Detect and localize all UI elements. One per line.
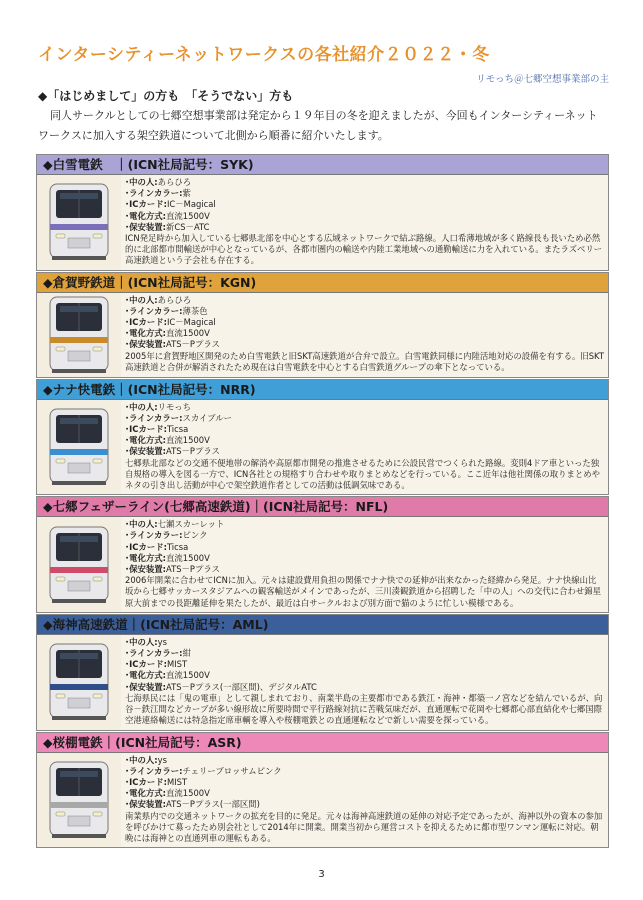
company-description: 南業県内での交通ネットワークの拡充を目的に発足。元々は海神高速鉄道の延伸の対応予定であったが、海神以外の資本の参加を呼びかけて募ったため別会社として2014年に開業。開業当初から運営コストを抑えるために都市型ワンマン運転に対応。朝晩には海神との直通列車の運転もある。 <box>125 810 603 843</box>
company-card <box>36 496 609 613</box>
info-key: ･中の人: <box>125 401 158 412</box>
intro-text: 同人サークルとしての七郷空想事業部は発定から１９年目の冬を迎えましたが、今回もインターシティーネットワークスに加入する架空鉄道について北側から順番に紹介いたします。 <box>38 109 598 142</box>
info-value: 直流1500V <box>166 435 210 446</box>
info-value: 新CS－ATC <box>166 221 210 232</box>
company-info <box>121 293 608 377</box>
company-card <box>36 379 609 496</box>
company-card <box>36 614 609 731</box>
info-value: あらひろ <box>157 177 192 187</box>
info-value: 直流1500V <box>166 552 210 563</box>
company-card <box>36 154 609 271</box>
info-key: ･保安装置: <box>125 564 167 575</box>
info-row <box>125 542 604 553</box>
info-key: ･ラインカラー: <box>125 412 183 423</box>
info-row <box>125 799 604 810</box>
info-key: ･保安装置: <box>125 799 167 810</box>
company-info <box>121 400 608 495</box>
info-row <box>125 446 604 457</box>
info-key: ･電化方式: <box>125 670 167 681</box>
info-value: 直流1500V <box>166 210 210 221</box>
train-image <box>37 517 121 612</box>
info-row <box>125 637 604 648</box>
info-value: 紺 <box>182 648 191 659</box>
company-body <box>37 634 608 730</box>
info-row <box>125 328 604 339</box>
company-description: 七海県民には「鬼の電車」として親しまれており、南業半島の主要都市である鉄江・海神・都築一ノ宮などを結んでいるが、向谷－鉄江間などカーブが多い線形故に所要時間で平行路線対抗に苦戦気味だが、直通運転で花岡や七郷都心部直結化や七郷国際空港連絡輸送には特急指定席車輌を導入や桜棚電鉄との直通運転などで新しい需要を探っている。 <box>125 692 603 726</box>
info-key: ･ICカード: <box>125 424 167 435</box>
company-header: ◆七郷フェザーライン(七郷高速鉄道)｜(ICN社局記号：NFL) <box>37 497 608 516</box>
info-value: Ticsa <box>166 424 189 435</box>
info-row <box>125 339 604 350</box>
company-description: 2006年開業に合わせてICNに加入。元々は建設費用負担の関係でナナ快での延伸が出来なかった経緯から発足。ナナ快線山比坂から七郷サッカースタジアムへの観客輸送がメインであったが、三川湊観鉄道から招聘した「中の人」への交代に合わせ錦星原大前までの長距離延伸を果たしたが、最近は白サークルおよび別方面で猫のように忙しい模様である。 <box>125 575 601 608</box>
page-title: インターシティーネットワークスの各社紹介２０２２・冬 <box>38 45 490 65</box>
company-body <box>37 752 608 848</box>
info-value: ピンク <box>182 530 208 541</box>
info-row <box>125 188 604 199</box>
info-value: ATS－Pプラス <box>166 446 220 457</box>
company-header: ◆倉賀野鉄道｜(ICN社局記号：KGN) <box>37 273 608 292</box>
info-row <box>125 659 604 670</box>
info-value: 七瀬スカーレット <box>157 519 225 530</box>
info-row <box>125 564 604 575</box>
info-value: あらひろ <box>157 294 192 305</box>
company-header: ◆ナナ快電鉄｜(ICN社局記号：NRR) <box>37 380 608 399</box>
info-value: IC－Magical <box>166 317 216 328</box>
info-key: ･ICカード: <box>125 317 167 328</box>
info-value: 紫 <box>182 188 191 199</box>
info-value: 直流1500V <box>166 328 210 339</box>
company-header: ◆桜棚電鉄｜(ICN社局記号：ASR) <box>37 733 608 752</box>
company-card <box>36 732 609 849</box>
company-body <box>37 399 608 495</box>
info-row <box>125 670 604 681</box>
train-image <box>37 400 121 495</box>
company-body <box>37 516 608 612</box>
info-key: ･電化方式: <box>125 328 167 339</box>
author-credit: リモっち＠七郷空想事業部の主 <box>476 74 609 85</box>
info-value: ATS－Pプラス <box>166 339 220 350</box>
info-value: スカイブルー <box>182 412 232 423</box>
info-key: ･電化方式: <box>125 435 167 446</box>
info-row <box>125 317 604 328</box>
info-key: ･ラインカラー: <box>125 188 183 199</box>
train-image <box>37 175 121 270</box>
info-value: ys <box>157 754 167 765</box>
page-number: 3 <box>318 869 325 880</box>
info-row <box>125 755 604 766</box>
info-row <box>125 402 604 413</box>
info-row <box>125 295 604 306</box>
company-header: ◆白雪電鉄 ｜(ICN社局記号：SYK) <box>37 155 608 174</box>
info-row <box>125 519 604 530</box>
section-heading: ◆「はじめまして」の方も 「そうでない」方も <box>38 89 294 103</box>
info-row <box>125 682 604 693</box>
info-value: ATS－Pプラス(一部区間) <box>166 799 260 810</box>
info-row <box>125 211 604 222</box>
info-value: 直流1500V <box>166 788 210 799</box>
info-key: ･ラインカラー: <box>125 305 183 316</box>
info-key: ･保安装置: <box>125 681 167 692</box>
info-row <box>125 648 604 659</box>
info-row <box>125 424 604 435</box>
company-description: 七郷県北部などの交通不便地帯の解消や高原都市開発の推進させるために公設民営でつくられた路線。変則4ドア車といった独自規格の導入を図る一方で、ICN各社との規格すり合わせや取りまとめなどを行っている。ここ近年は他社関係の取りまとめやネタの引き出し活動が中心で架空鉄道作者としての活動は低調気味である。 <box>125 457 601 491</box>
info-key: ･ICカード: <box>125 199 167 210</box>
info-row <box>125 788 604 799</box>
company-header: ◆海神高速鉄道｜(ICN社局記号：AML) <box>37 615 608 634</box>
info-key: ･保安装置: <box>125 221 167 232</box>
info-row <box>125 530 604 541</box>
company-description: 2005年に倉賀野地区開発のため白雪電鉄と旧SKT高速鉄道が合弁で設立。白雪電鉄同様に内陸活地対応の設備を有する。旧SKT高速鉄道と合併が解消されたため現在は白雪電鉄を中心とする白雪鉄道グループの傘下となっている。 <box>125 350 604 372</box>
info-value: チェリーブロッサムピンク <box>182 765 282 776</box>
info-value: ATS－Pプラス(一部区間)、デジタルATC <box>166 681 317 692</box>
train-image <box>37 753 121 848</box>
info-value: MIST <box>166 776 188 787</box>
info-key: ･保安装置: <box>125 339 167 350</box>
company-description: ICN発足時から加入している七郷県北部を中心とする広域ネットワークで結ぶ路線。人口希薄地域が多く路線長も長いため必然的に北部都市間輸送が中心となっているが、各都市圏内の輸送や内陸工業地域への通勤輸送に力を入れている。またラズベリー高速鉄道という子会社も存在する。 <box>125 233 603 266</box>
info-value: ys <box>157 636 167 647</box>
info-row <box>125 435 604 446</box>
info-row <box>125 222 604 233</box>
company-body <box>37 174 608 270</box>
info-key: ･中の人: <box>125 636 158 647</box>
info-key: ･中の人: <box>125 754 158 765</box>
company-card <box>36 272 609 378</box>
info-key: ･中の人: <box>125 177 158 187</box>
info-row <box>125 553 604 564</box>
info-key: ･中の人: <box>125 294 158 305</box>
company-info <box>121 175 608 270</box>
info-row <box>125 306 604 317</box>
info-key: ･電化方式: <box>125 210 167 221</box>
company-info <box>121 517 608 612</box>
info-key: ･ラインカラー: <box>125 765 183 776</box>
train-image <box>37 293 121 377</box>
info-key: ･ラインカラー: <box>125 530 183 541</box>
info-row <box>125 413 604 424</box>
company-info <box>121 753 608 848</box>
info-key: ･電化方式: <box>125 552 167 563</box>
company-info <box>121 635 608 730</box>
info-key: ･保安装置: <box>125 446 167 457</box>
info-value: 薄茶色 <box>182 305 208 316</box>
info-key: ･中の人: <box>125 519 158 530</box>
info-row <box>125 766 604 777</box>
info-value: ATS－Pプラス <box>166 564 220 575</box>
info-key: ･電化方式: <box>125 788 167 799</box>
info-row <box>125 177 604 188</box>
info-value: Ticsa <box>166 541 189 552</box>
info-value: MIST <box>166 659 188 670</box>
company-list <box>36 154 609 849</box>
train-image <box>37 635 121 730</box>
info-row <box>125 199 604 210</box>
intro-paragraph <box>38 106 608 146</box>
info-key: ･ラインカラー: <box>125 648 183 659</box>
info-value: 直流1500V <box>166 670 210 681</box>
info-row <box>125 777 604 788</box>
info-key: ･ICカード: <box>125 659 167 670</box>
company-body <box>37 292 608 377</box>
info-key: ･ICカード: <box>125 541 167 552</box>
info-value: IC－Magical <box>166 199 216 210</box>
info-value: リモっち <box>157 401 192 412</box>
info-key: ･ICカード: <box>125 776 167 787</box>
